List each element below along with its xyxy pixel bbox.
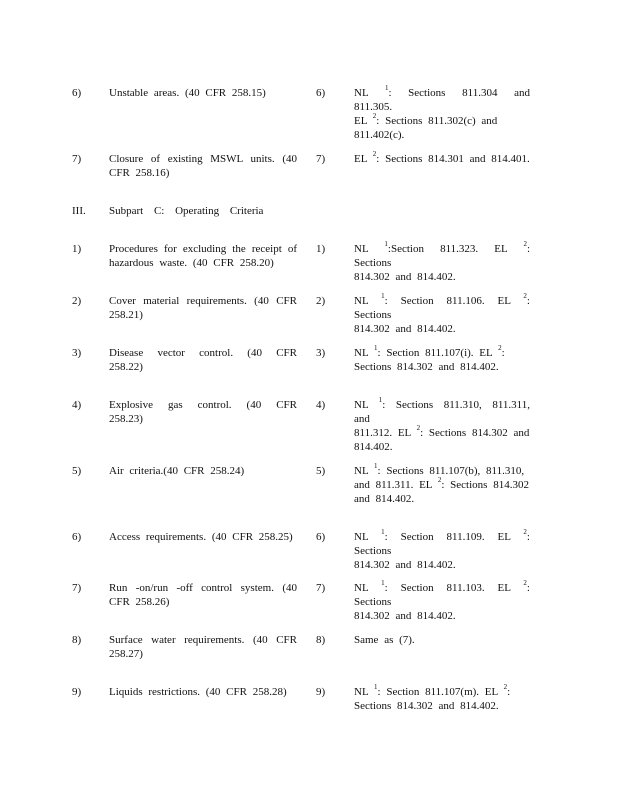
right-item-segment: EL xyxy=(354,153,373,165)
right-item-segment: NL xyxy=(354,243,385,255)
footnote-marker: 2 xyxy=(416,424,421,433)
left-item-number: 2) xyxy=(72,295,82,307)
right-item-line xyxy=(354,633,530,647)
footnote-marker: 2 xyxy=(503,683,508,692)
right-item-number: 6) xyxy=(316,531,326,543)
right-item-text xyxy=(354,242,530,284)
left-item-text: Run -on/run -off control system. (40 CFR 258.26) xyxy=(109,582,297,608)
right-item-line xyxy=(354,242,530,270)
footnote-marker: 1 xyxy=(378,396,383,405)
right-item-text xyxy=(354,581,530,623)
right-item-text xyxy=(354,346,530,374)
right-item-segment: : xyxy=(507,686,511,698)
footnote-marker: 2 xyxy=(523,528,527,537)
footnote-marker: 2 xyxy=(372,112,377,121)
right-item-segment: : Sections 811.302(c) and xyxy=(376,115,498,127)
right-item-segment: Same as (7). xyxy=(354,634,415,646)
right-item-segment: : Sections 814.302 xyxy=(441,479,529,491)
left-item-text: Explosive gas control. (40 CFR 258.23) xyxy=(109,399,297,425)
footnote-marker: 1 xyxy=(374,344,378,353)
left-item-number: 7) xyxy=(72,153,82,165)
right-item-line xyxy=(354,464,530,478)
right-item-line xyxy=(354,114,530,128)
right-item-number: 9) xyxy=(316,686,326,698)
right-item-segment: and 811.311. EL xyxy=(354,479,438,491)
right-item-text xyxy=(354,530,530,572)
right-item-line xyxy=(354,346,530,360)
right-item-line xyxy=(354,360,530,374)
right-item-line xyxy=(354,294,530,322)
right-item-segment: : Sections xyxy=(354,243,530,269)
right-item-segment: : Section 811.109. EL xyxy=(384,531,524,543)
right-item-segment: : Sections 811.310, 811.311, and xyxy=(354,399,530,425)
right-item-line xyxy=(354,86,530,114)
right-item-text xyxy=(354,152,530,166)
left-item-number: 1) xyxy=(72,243,82,255)
left-item-text: Closure of existing MSWL units. (40 CFR 258.16) xyxy=(109,153,297,179)
right-item-segment: : Sections xyxy=(354,531,530,557)
right-item-segment: NL xyxy=(354,399,379,411)
footnote-marker: 1 xyxy=(381,528,385,537)
footnote-marker: 1 xyxy=(384,240,388,249)
right-item-segment: : Sections xyxy=(354,582,530,608)
right-item-segment: NL xyxy=(354,347,375,359)
section-heading-title: Subpart C: Operating Criteria xyxy=(109,205,264,217)
right-item-line xyxy=(354,581,530,609)
right-item-line xyxy=(354,492,530,506)
left-item-number: 8) xyxy=(72,634,82,646)
right-item-number: 1) xyxy=(316,243,326,255)
right-item-segment: : Sections 814.301 and 814.401. xyxy=(376,153,530,165)
right-item-segment: : Sections 811.304 and 811.305. xyxy=(354,87,530,113)
right-item-segment: : Sections 811.107(b), 811.310, xyxy=(377,465,525,477)
right-item-text xyxy=(354,633,530,647)
footnote-marker: 2 xyxy=(523,292,527,301)
right-item-number: 7) xyxy=(316,153,326,165)
right-item-segment: NL xyxy=(354,295,382,307)
right-item-segment: EL xyxy=(354,115,373,127)
footnote-marker: 1 xyxy=(381,579,385,588)
right-item-text xyxy=(354,464,530,506)
right-item-segment: : Section 811.107(i). EL xyxy=(377,347,499,359)
right-item-segment: :Section 811.323. EL xyxy=(387,243,524,255)
right-item-number: 3) xyxy=(316,347,326,359)
right-item-segment: NL xyxy=(354,87,385,99)
right-item-segment: NL xyxy=(354,531,382,543)
right-item-line xyxy=(354,609,530,623)
right-item-line xyxy=(354,685,530,699)
left-item-text: Unstable areas. (40 CFR 258.15) xyxy=(109,87,266,99)
right-item-line xyxy=(354,270,530,284)
left-item-number: 7) xyxy=(72,582,82,594)
right-item-text xyxy=(354,398,530,454)
footnote-marker: 2 xyxy=(498,344,502,353)
left-item-number: 6) xyxy=(72,531,82,543)
right-item-segment: : Sections xyxy=(354,295,530,321)
right-item-line xyxy=(354,426,530,440)
right-item-segment: 814.302 and 814.402. xyxy=(354,271,456,283)
left-item-number: 5) xyxy=(72,465,82,477)
right-item-line xyxy=(354,128,530,142)
right-item-line xyxy=(354,558,530,572)
right-item-number: 4) xyxy=(316,399,326,411)
left-item-text: Cover material requirements. (40 CFR 258.21) xyxy=(109,295,297,321)
right-item-segment: : Sections 814.302 and xyxy=(420,427,530,439)
right-item-segment: Sections 814.302 and 814.402. xyxy=(354,361,499,373)
right-item-line xyxy=(354,478,530,492)
right-item-number: 8) xyxy=(316,634,326,646)
left-item-text: Liquids restrictions. (40 CFR 258.28) xyxy=(109,686,287,698)
left-item-text: Surface water requirements. (40 CFR 258.27) xyxy=(109,634,297,660)
right-item-segment: 814.302 and 814.402. xyxy=(354,559,456,571)
footnote-marker: 1 xyxy=(374,683,378,692)
left-item-text: Disease vector control. (40 CFR 258.22) xyxy=(109,347,297,373)
footnote-marker: 2 xyxy=(523,579,527,588)
right-item-segment: : xyxy=(501,347,505,359)
footnote-marker: 2 xyxy=(437,476,442,485)
right-item-line xyxy=(354,699,530,713)
right-item-text xyxy=(354,685,530,713)
right-item-text xyxy=(354,86,530,142)
right-item-segment: 814.402. xyxy=(354,441,393,453)
right-item-number: 6) xyxy=(316,87,326,99)
right-item-number: 7) xyxy=(316,582,326,594)
right-item-line xyxy=(354,530,530,558)
right-item-line xyxy=(354,398,530,426)
left-item-number: 4) xyxy=(72,399,82,411)
right-item-segment: NL xyxy=(354,686,375,698)
right-item-segment: NL xyxy=(354,465,375,477)
right-item-segment: 811.402(c). xyxy=(354,129,405,141)
right-item-line xyxy=(354,152,530,166)
left-item-text: Air criteria.(40 CFR 258.24) xyxy=(109,465,245,477)
left-item-text: Access requirements. (40 CFR 258.25) xyxy=(109,531,293,543)
right-item-segment: 814.302 and 814.402. xyxy=(354,323,456,335)
section-heading-number: III. xyxy=(72,205,86,217)
left-item-number: 6) xyxy=(72,87,82,99)
right-item-number: 2) xyxy=(316,295,326,307)
left-item-number: 3) xyxy=(72,347,82,359)
footnote-marker: 1 xyxy=(374,462,378,471)
right-item-segment: 814.302 and 814.402. xyxy=(354,610,456,622)
right-item-segment: NL xyxy=(354,582,382,594)
right-item-number: 5) xyxy=(316,465,326,477)
right-item-segment: : Section 811.103. EL xyxy=(384,582,524,594)
right-item-text xyxy=(354,294,530,336)
footnote-marker: 2 xyxy=(523,240,527,249)
right-item-line xyxy=(354,440,530,454)
right-item-segment: Sections 814.302 and 814.402. xyxy=(354,700,499,712)
right-item-line xyxy=(354,322,530,336)
right-item-segment: : Section 811.106. EL xyxy=(384,295,524,307)
left-item-text: Procedures for excluding the receipt of hazardous waste. (40 CFR 258.20) xyxy=(109,243,297,269)
footnote-marker: 1 xyxy=(381,292,385,301)
footnote-marker: 2 xyxy=(372,150,377,159)
right-item-segment: 811.312. EL xyxy=(354,427,417,439)
left-item-number: 9) xyxy=(72,686,82,698)
right-item-segment: and 814.402. xyxy=(354,493,415,505)
right-item-segment: : Section 811.107(m). EL xyxy=(377,686,504,698)
footnote-marker: 1 xyxy=(384,84,389,93)
